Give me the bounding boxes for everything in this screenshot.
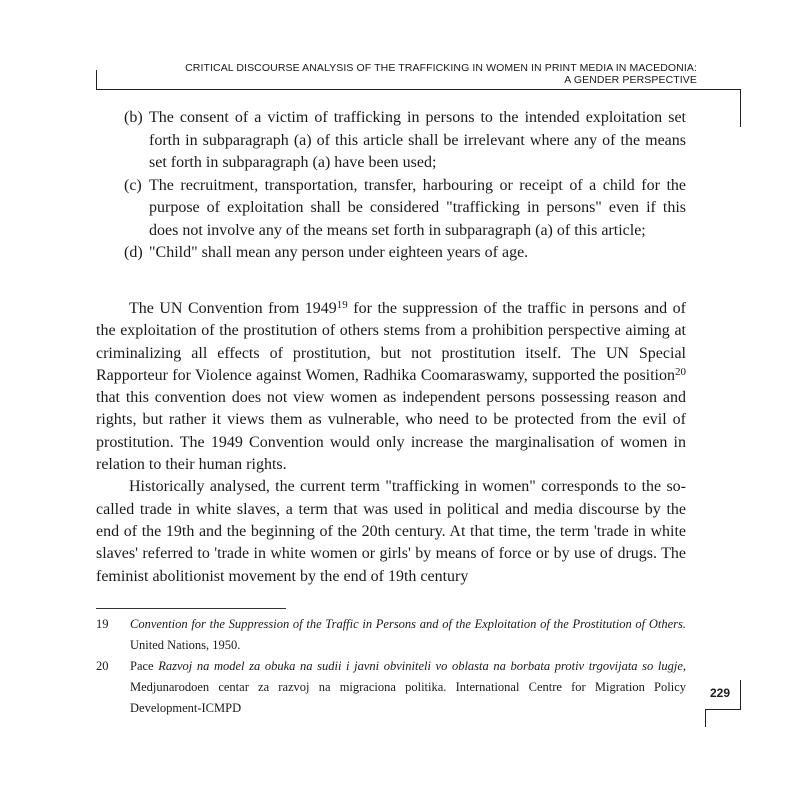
running-header [124,62,697,86]
footnote-title: Razvoj na model za obuka na sudii i javni obviniteli vo oblasta na borbata protiv trgovijata so lugje, [158,659,686,673]
footnote-number: 20 [96,659,109,673]
footnotes [96,614,686,719]
list-item-label: (c) [124,176,142,194]
header-underline-rule [96,89,741,90]
body-text [96,298,686,588]
paragraph-historically-analysed: Historically analysed, the current term "trafficking in women" corresponds to the so-called trade in white slaves, a term that was used in political and media discourse by the end of the 19th and the beginning of the 20th century. At that time, the term 'trade in white slaves' referred to 'trade in white women or girls' by means of force or by use of drugs. The feminist abolitionist movement by the end of 19th century [96,478,686,585]
footnote-prefix: Pace [130,659,159,673]
header-right-vertical-rule [740,89,741,127]
definition-list [124,107,686,265]
footnote-text [130,614,686,656]
footnote-ref-19[interactable]: 19 [336,299,348,311]
list-item-text: The consent of a victim of trafficking in persons to the intended exploitation set forth in subparagraph (a) of this article shall be irrelevant where any of the means set forth in subparagraph (a) have been used; [149,109,686,171]
footnote-source: United Nations, 1950. [130,638,241,652]
page-number-vertical-rule [740,680,741,710]
footnote-separator [96,608,286,609]
footnote-20 [96,656,686,719]
footnote-title: Convention for the Suppression of the Traffic in Persons and of the Exploitation of the Prostitution of Others. [130,617,686,631]
list-item-label: (d) [124,244,143,261]
list-item [124,175,686,243]
footnote-text [130,656,686,719]
list-item [124,107,686,175]
running-header-line1: CRITICAL DISCOURSE ANALYSIS OF THE TRAFFICKING IN WOMEN IN PRINT MEDIA IN MACEDONIA: [185,62,697,74]
paragraph-text: The UN Convention from 1949 [129,300,337,317]
running-header-line2: A GENDER PERSPECTIVE [564,74,697,86]
paragraph-text: for the suppression of the traffic in persons and of the exploitation of the prostitution of others stems from a prohibition perspective aiming at criminalizing all effects of prostitution, but not prostitution itself. The UN Special Rapporteur for Violence against Women, Radhika Coomaraswamy, supported the position [96,300,687,384]
page-number-left-vertical-rule [705,709,706,727]
page-number: 229 [709,686,731,700]
header-left-vertical-rule [96,70,97,90]
page-number-underline-rule [705,709,741,710]
list-item-text: "Child" shall mean any person under eighteen years of age. [149,244,529,261]
list-item [124,242,686,265]
footnote-ref-20[interactable]: 20 [675,365,686,378]
paragraph-text: that this convention does not view women as independent persons possessing reason and rights, but rather it views them as vulnerable, who need to be protected from the evil of prostitution. The 1949 Convention would only increase the marginalisation of women in relation to their human rights. [96,389,686,474]
list-item-text: The recruitment, transportation, transfer, harbouring or receipt of a child for the purpose of exploitation shall be considered "trafficking in persons" even if this does not involve any of the means set forth in subparagraph (a) of this article; [149,176,686,239]
paragraph-un-convention [96,298,686,476]
footnote-number: 19 [96,617,109,631]
list-item-label: (b) [124,109,143,126]
footnote-19 [96,614,686,656]
footnote-source: Medjunarodoen centar za razvoj na migraciona politika. International Centre for Migration Policy Development-ICMPD [130,680,686,715]
